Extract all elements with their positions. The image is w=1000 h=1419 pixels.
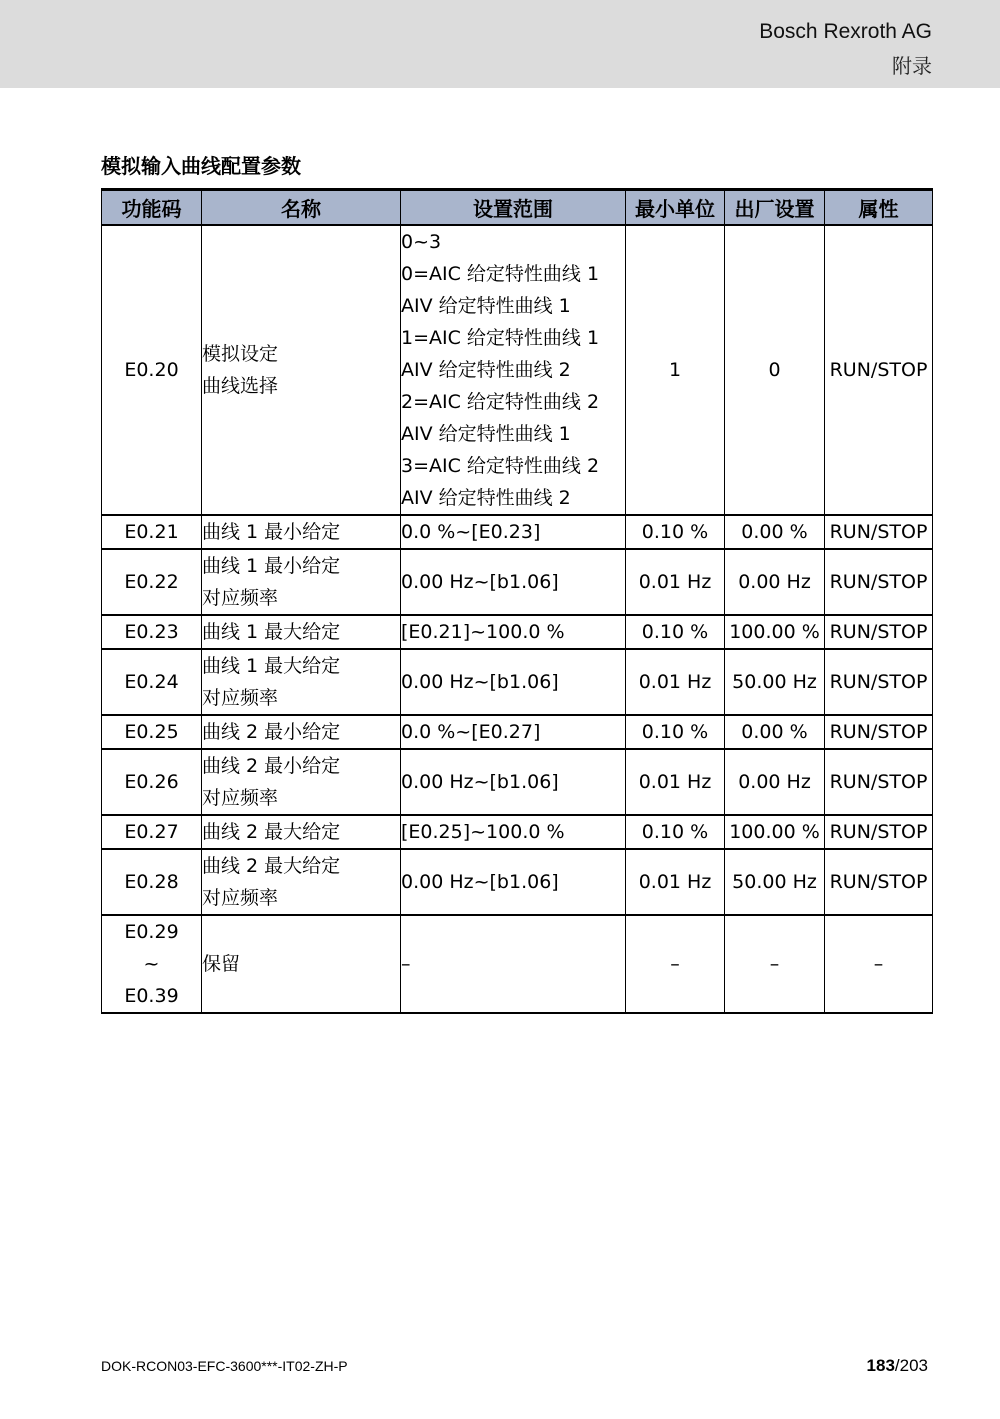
- cell-name-line: 模拟设定: [202, 343, 279, 365]
- cell-default: 0.00 Hz: [725, 549, 825, 615]
- cell-range-line: 0~3: [401, 231, 442, 253]
- cell-range: [401, 649, 626, 715]
- cell-code: [102, 549, 202, 615]
- table-body: [102, 225, 933, 1013]
- cell-name: [202, 649, 401, 715]
- cell-name: [202, 715, 401, 749]
- cell-default: 0.00 Hz: [725, 749, 825, 815]
- cell-attribute: RUN/STOP: [825, 849, 933, 915]
- cell-range: [401, 715, 626, 749]
- section-label: 附录: [892, 54, 932, 78]
- cell-range: [401, 915, 626, 1013]
- cell-range: [401, 615, 626, 649]
- table-row: [102, 649, 933, 715]
- cell-name-line: 曲线 1 最大给定: [202, 655, 341, 677]
- cell-name-line: 对应频率: [202, 687, 279, 709]
- cell-range-line: AIV 给定特性曲线 1: [401, 423, 571, 445]
- cell-name: [202, 225, 401, 515]
- table-row: [102, 749, 933, 815]
- cell-code-line: E0.28: [124, 871, 179, 893]
- cell-range-line: 0.0 %~[E0.27]: [401, 721, 541, 743]
- cell-code-line: ~: [143, 953, 160, 975]
- cell-name-line: 曲线 2 最大给定: [202, 821, 341, 843]
- header-band: [0, 0, 1000, 88]
- cell-range-line: 0.00 Hz~[b1.06]: [401, 871, 559, 893]
- table-header-row: [102, 190, 933, 226]
- column-header-attribute: 属性: [825, 190, 933, 226]
- cell-range: [401, 815, 626, 849]
- cell-attribute: RUN/STOP: [825, 549, 933, 615]
- cell-default: 0: [725, 225, 825, 515]
- cell-code-line: E0.24: [124, 671, 179, 693]
- cell-range-line: 1=AIC 给定特性曲线 1: [401, 327, 600, 349]
- cell-name-line: 对应频率: [202, 887, 279, 909]
- cell-range: [401, 225, 626, 515]
- cell-name-line: 曲线 1 最小给定: [202, 555, 341, 577]
- cell-range-line: AIV 给定特性曲线 2: [401, 359, 571, 381]
- total-pages: /203: [894, 1356, 928, 1375]
- cell-range-line: –: [401, 953, 411, 975]
- cell-code-line: E0.29: [124, 921, 179, 943]
- cell-code: [102, 849, 202, 915]
- cell-range-line: [E0.21]~100.0 %: [401, 621, 565, 643]
- cell-name: [202, 549, 401, 615]
- cell-attribute: RUN/STOP: [825, 749, 933, 815]
- cell-range: [401, 515, 626, 549]
- cell-range-line: AIV 给定特性曲线 1: [401, 295, 571, 317]
- cell-range: [401, 849, 626, 915]
- column-header-code: 功能码: [102, 190, 202, 226]
- cell-code: [102, 715, 202, 749]
- cell-unit: 0.10 %: [626, 515, 725, 549]
- cell-code-line: E0.20: [124, 359, 179, 381]
- cell-unit: 0.10 %: [626, 615, 725, 649]
- cell-range-line: 0.0 %~[E0.23]: [401, 521, 541, 543]
- table-title: 模拟输入曲线配置参数: [101, 154, 301, 178]
- cell-code-line: E0.23: [124, 621, 179, 643]
- cell-code-line: E0.27: [124, 821, 179, 843]
- cell-range-line: 0.00 Hz~[b1.06]: [401, 671, 559, 693]
- cell-range-line: 0=AIC 给定特性曲线 1: [401, 263, 600, 285]
- cell-unit: 0.01 Hz: [626, 549, 725, 615]
- table-row: [102, 549, 933, 615]
- cell-name-line: 曲线 2 最小给定: [202, 721, 341, 743]
- cell-code: [102, 649, 202, 715]
- table-row: [102, 515, 933, 549]
- cell-attribute: RUN/STOP: [825, 815, 933, 849]
- cell-name-line: 曲线 2 最小给定: [202, 755, 341, 777]
- cell-range-line: 2=AIC 给定特性曲线 2: [401, 391, 600, 413]
- cell-name: [202, 515, 401, 549]
- column-header-unit: 最小单位: [626, 190, 725, 226]
- table-row: [102, 715, 933, 749]
- cell-default: 50.00 Hz: [725, 849, 825, 915]
- cell-range: [401, 549, 626, 615]
- cell-unit: 0.10 %: [626, 715, 725, 749]
- cell-code-line: E0.26: [124, 771, 179, 793]
- cell-unit: –: [626, 915, 725, 1013]
- page-number: [867, 1356, 928, 1376]
- table-row: [102, 225, 933, 515]
- column-header-name: 名称: [202, 190, 401, 226]
- column-header-default: 出厂设置: [725, 190, 825, 226]
- current-page: 183: [866, 1356, 895, 1375]
- document-id: DOK-RCON03-EFC-3600***-IT02-ZH-P: [101, 1358, 348, 1374]
- cell-name-line: 曲线选择: [202, 375, 279, 397]
- cell-code: [102, 615, 202, 649]
- parameter-table: [101, 188, 933, 1014]
- cell-name-line: 曲线 1 最大给定: [202, 621, 341, 643]
- cell-default: 100.00 %: [725, 615, 825, 649]
- cell-code-line: E0.22: [124, 571, 179, 593]
- cell-name-line: 对应频率: [202, 787, 279, 809]
- cell-attribute: RUN/STOP: [825, 649, 933, 715]
- cell-code: [102, 749, 202, 815]
- cell-code: [102, 815, 202, 849]
- cell-range-line: AIV 给定特性曲线 2: [401, 487, 571, 509]
- cell-name: [202, 815, 401, 849]
- cell-code-line: E0.25: [124, 721, 179, 743]
- cell-code: [102, 225, 202, 515]
- cell-default: –: [725, 915, 825, 1013]
- column-header-range: 设置范围: [401, 190, 626, 226]
- table-row: [102, 849, 933, 915]
- table-row: [102, 615, 933, 649]
- cell-code: [102, 915, 202, 1013]
- cell-name: [202, 749, 401, 815]
- table-row: [102, 915, 933, 1013]
- cell-name: [202, 615, 401, 649]
- cell-name-line: 对应频率: [202, 587, 279, 609]
- cell-range: [401, 749, 626, 815]
- cell-attribute: –: [825, 915, 933, 1013]
- cell-unit: 0.01 Hz: [626, 849, 725, 915]
- cell-default: 0.00 %: [725, 515, 825, 549]
- cell-default: 0.00 %: [725, 715, 825, 749]
- cell-unit: 0.01 Hz: [626, 649, 725, 715]
- cell-range-line: 0.00 Hz~[b1.06]: [401, 571, 559, 593]
- cell-attribute: RUN/STOP: [825, 225, 933, 515]
- cell-attribute: RUN/STOP: [825, 615, 933, 649]
- cell-unit: 0.01 Hz: [626, 749, 725, 815]
- cell-name-line: 保留: [202, 953, 241, 975]
- cell-default: 100.00 %: [725, 815, 825, 849]
- cell-name: [202, 915, 401, 1013]
- cell-range-line: 0.00 Hz~[b1.06]: [401, 771, 559, 793]
- cell-name: [202, 849, 401, 915]
- cell-range-line: 3=AIC 给定特性曲线 2: [401, 455, 600, 477]
- cell-code-line: E0.21: [124, 521, 179, 543]
- cell-code-line: E0.39: [124, 985, 179, 1007]
- cell-range-line: [E0.25]~100.0 %: [401, 821, 565, 843]
- cell-attribute: RUN/STOP: [825, 715, 933, 749]
- cell-unit: 0.10 %: [626, 815, 725, 849]
- cell-unit: 1: [626, 225, 725, 515]
- table-row: [102, 815, 933, 849]
- cell-default: 50.00 Hz: [725, 649, 825, 715]
- cell-attribute: RUN/STOP: [825, 515, 933, 549]
- company-name: Bosch Rexroth AG: [759, 20, 932, 43]
- cell-name-line: 曲线 2 最大给定: [202, 855, 341, 877]
- cell-code: [102, 515, 202, 549]
- cell-name-line: 曲线 1 最小给定: [202, 521, 341, 543]
